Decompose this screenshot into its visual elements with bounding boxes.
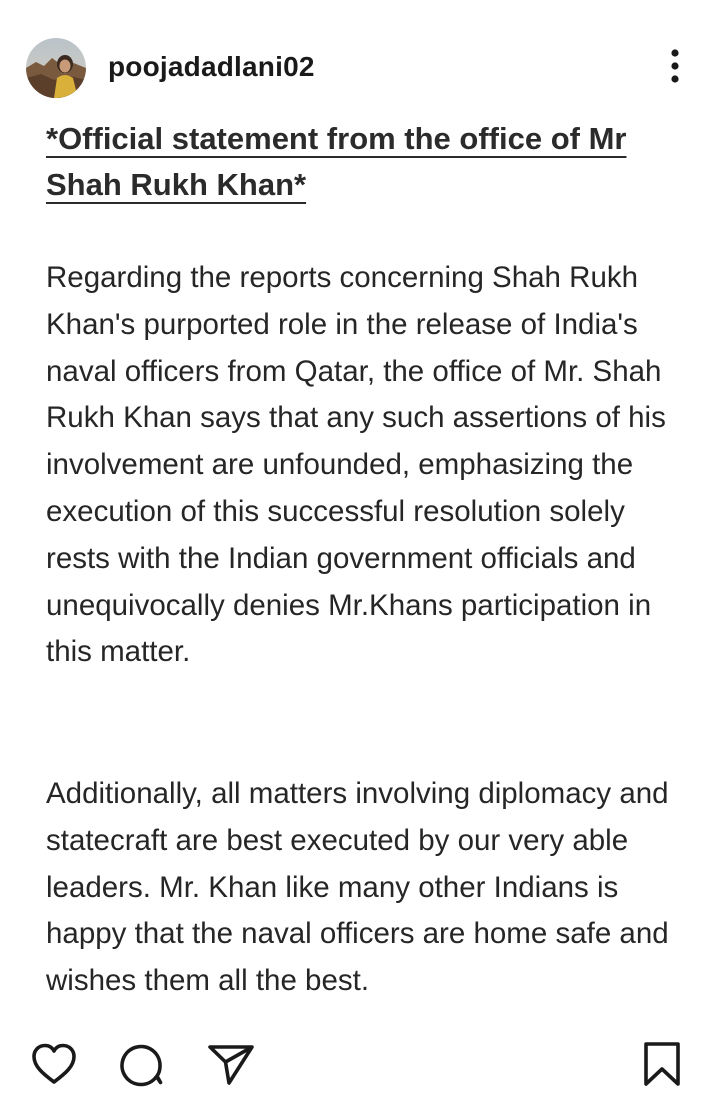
bookmark-icon <box>636 1038 688 1090</box>
post-title: *Official statement from the office of Mr Shah Rukh Khan* <box>46 121 627 202</box>
post-paragraph: Additionally, all matters involving diplomacy and statecraft are best executed by our very able leaders. Mr. Khan like many other Indians is happy that the naval officers are home safe and wishes them all the best. <box>46 777 669 998</box>
like-button[interactable] <box>28 1038 80 1090</box>
heart-icon <box>28 1038 80 1090</box>
avatar-photo <box>26 38 86 98</box>
post-paragraph: Regarding the reports concerning Shah Rukh Khan's purported role in the release of India's naval officers from Qatar, the office of Mr. Shah Rukh Khan says that any such assertions of his involvement are unfounded, emphasizing the execution of this successful resolution solely rests with the Indian government officials and unequivocally denies Mr.Khans participation in this matter. <box>46 261 666 669</box>
share-button[interactable] <box>205 1038 257 1090</box>
comment-icon <box>116 1038 168 1090</box>
username[interactable]: poojadadlani02 <box>108 51 315 82</box>
save-button[interactable] <box>636 1038 688 1090</box>
more-vertical-icon <box>660 46 690 86</box>
comment-button[interactable] <box>116 1038 168 1090</box>
post-action-bar <box>0 1030 704 1100</box>
send-icon <box>205 1038 257 1090</box>
more-options-button[interactable] <box>660 46 690 86</box>
avatar[interactable] <box>26 38 86 98</box>
post-header <box>0 0 704 100</box>
